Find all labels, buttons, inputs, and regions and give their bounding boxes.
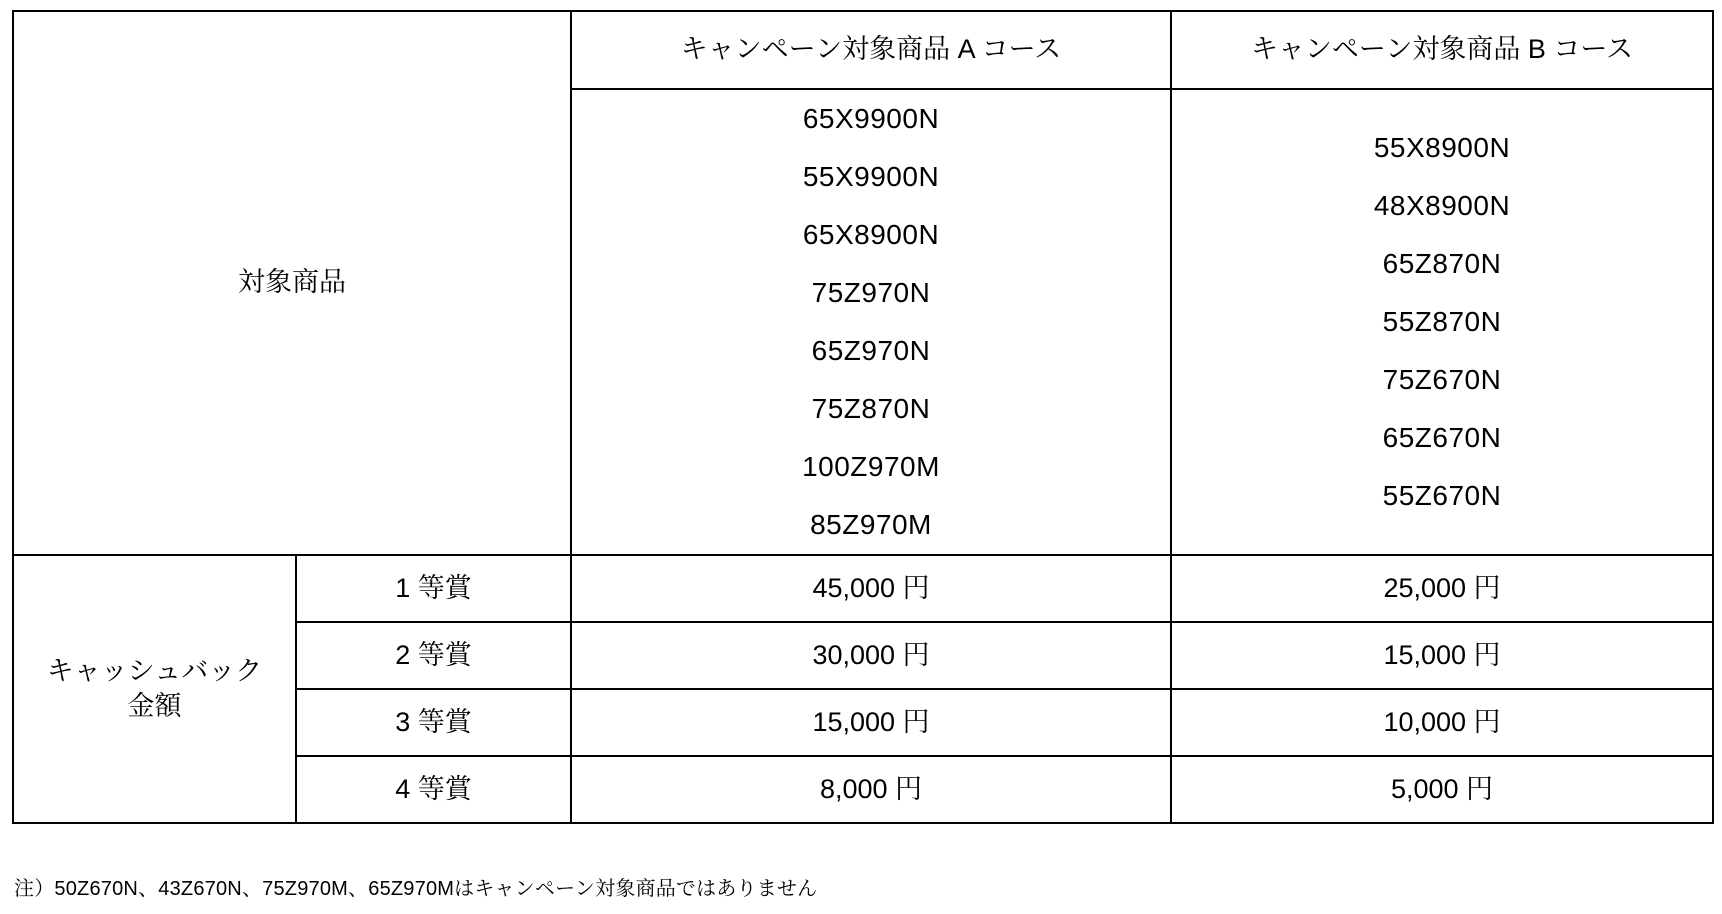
list-item: 65X9900N	[802, 103, 940, 134]
prize-rank: 4 等賞	[296, 756, 571, 823]
course-b-header: キャンペーン対象商品 B コース	[1171, 11, 1713, 89]
list-item: 85Z970M	[810, 509, 932, 540]
prize-course-b-amount: 5,000 円	[1171, 756, 1713, 823]
course-b-product-list	[1172, 119, 1712, 525]
footnote: 注）50Z670N、43Z670N、75Z970M、65Z970Mはキャンペーン対象商品ではありません	[14, 878, 818, 900]
course-a-product-list	[572, 90, 1170, 554]
prize-course-a-amount: 8,000 円	[571, 756, 1171, 823]
prize-course-b-amount: 10,000 円	[1171, 689, 1713, 756]
table-row	[13, 555, 1713, 622]
prize-rank: 3 等賞	[296, 689, 571, 756]
prize-rank: 2 等賞	[296, 622, 571, 689]
target-products-label: 対象商品	[13, 11, 571, 555]
list-item: 75Z670N	[1382, 364, 1502, 395]
course-a-header: キャンペーン対象商品 A コース	[571, 11, 1171, 89]
list-item: 65Z870N	[1382, 248, 1502, 279]
prize-course-a-amount: 15,000 円	[571, 689, 1171, 756]
course-a-product-cell	[571, 89, 1171, 555]
prize-course-a-amount: 30,000 円	[571, 622, 1171, 689]
prize-course-a-amount: 45,000 円	[571, 555, 1171, 622]
table-header-row	[13, 11, 1713, 89]
list-item: 100Z970M	[802, 451, 940, 482]
prize-rank: 1 等賞	[296, 555, 571, 622]
cashback-amount-label	[13, 555, 296, 823]
list-item: 65Z970N	[811, 335, 931, 366]
list-item: 55Z670N	[1382, 480, 1502, 511]
prize-course-b-amount: 25,000 円	[1171, 555, 1713, 622]
list-item: 65Z670N	[1382, 422, 1502, 453]
list-item: 75Z870N	[811, 393, 931, 424]
list-item: 55X9900N	[802, 161, 940, 192]
prize-course-b-amount: 15,000 円	[1171, 622, 1713, 689]
list-item: 48X8900N	[1373, 190, 1511, 221]
course-b-product-cell	[1171, 89, 1713, 555]
campaign-table	[12, 10, 1714, 824]
list-item: 55Z870N	[1382, 306, 1502, 337]
list-item: 55X8900N	[1373, 132, 1511, 163]
list-item: 65X8900N	[802, 219, 940, 250]
cashback-label-line1: キャッシュバック	[46, 655, 263, 686]
list-item: 75Z970N	[811, 277, 931, 308]
cashback-label-line2: 金額	[127, 691, 182, 721]
